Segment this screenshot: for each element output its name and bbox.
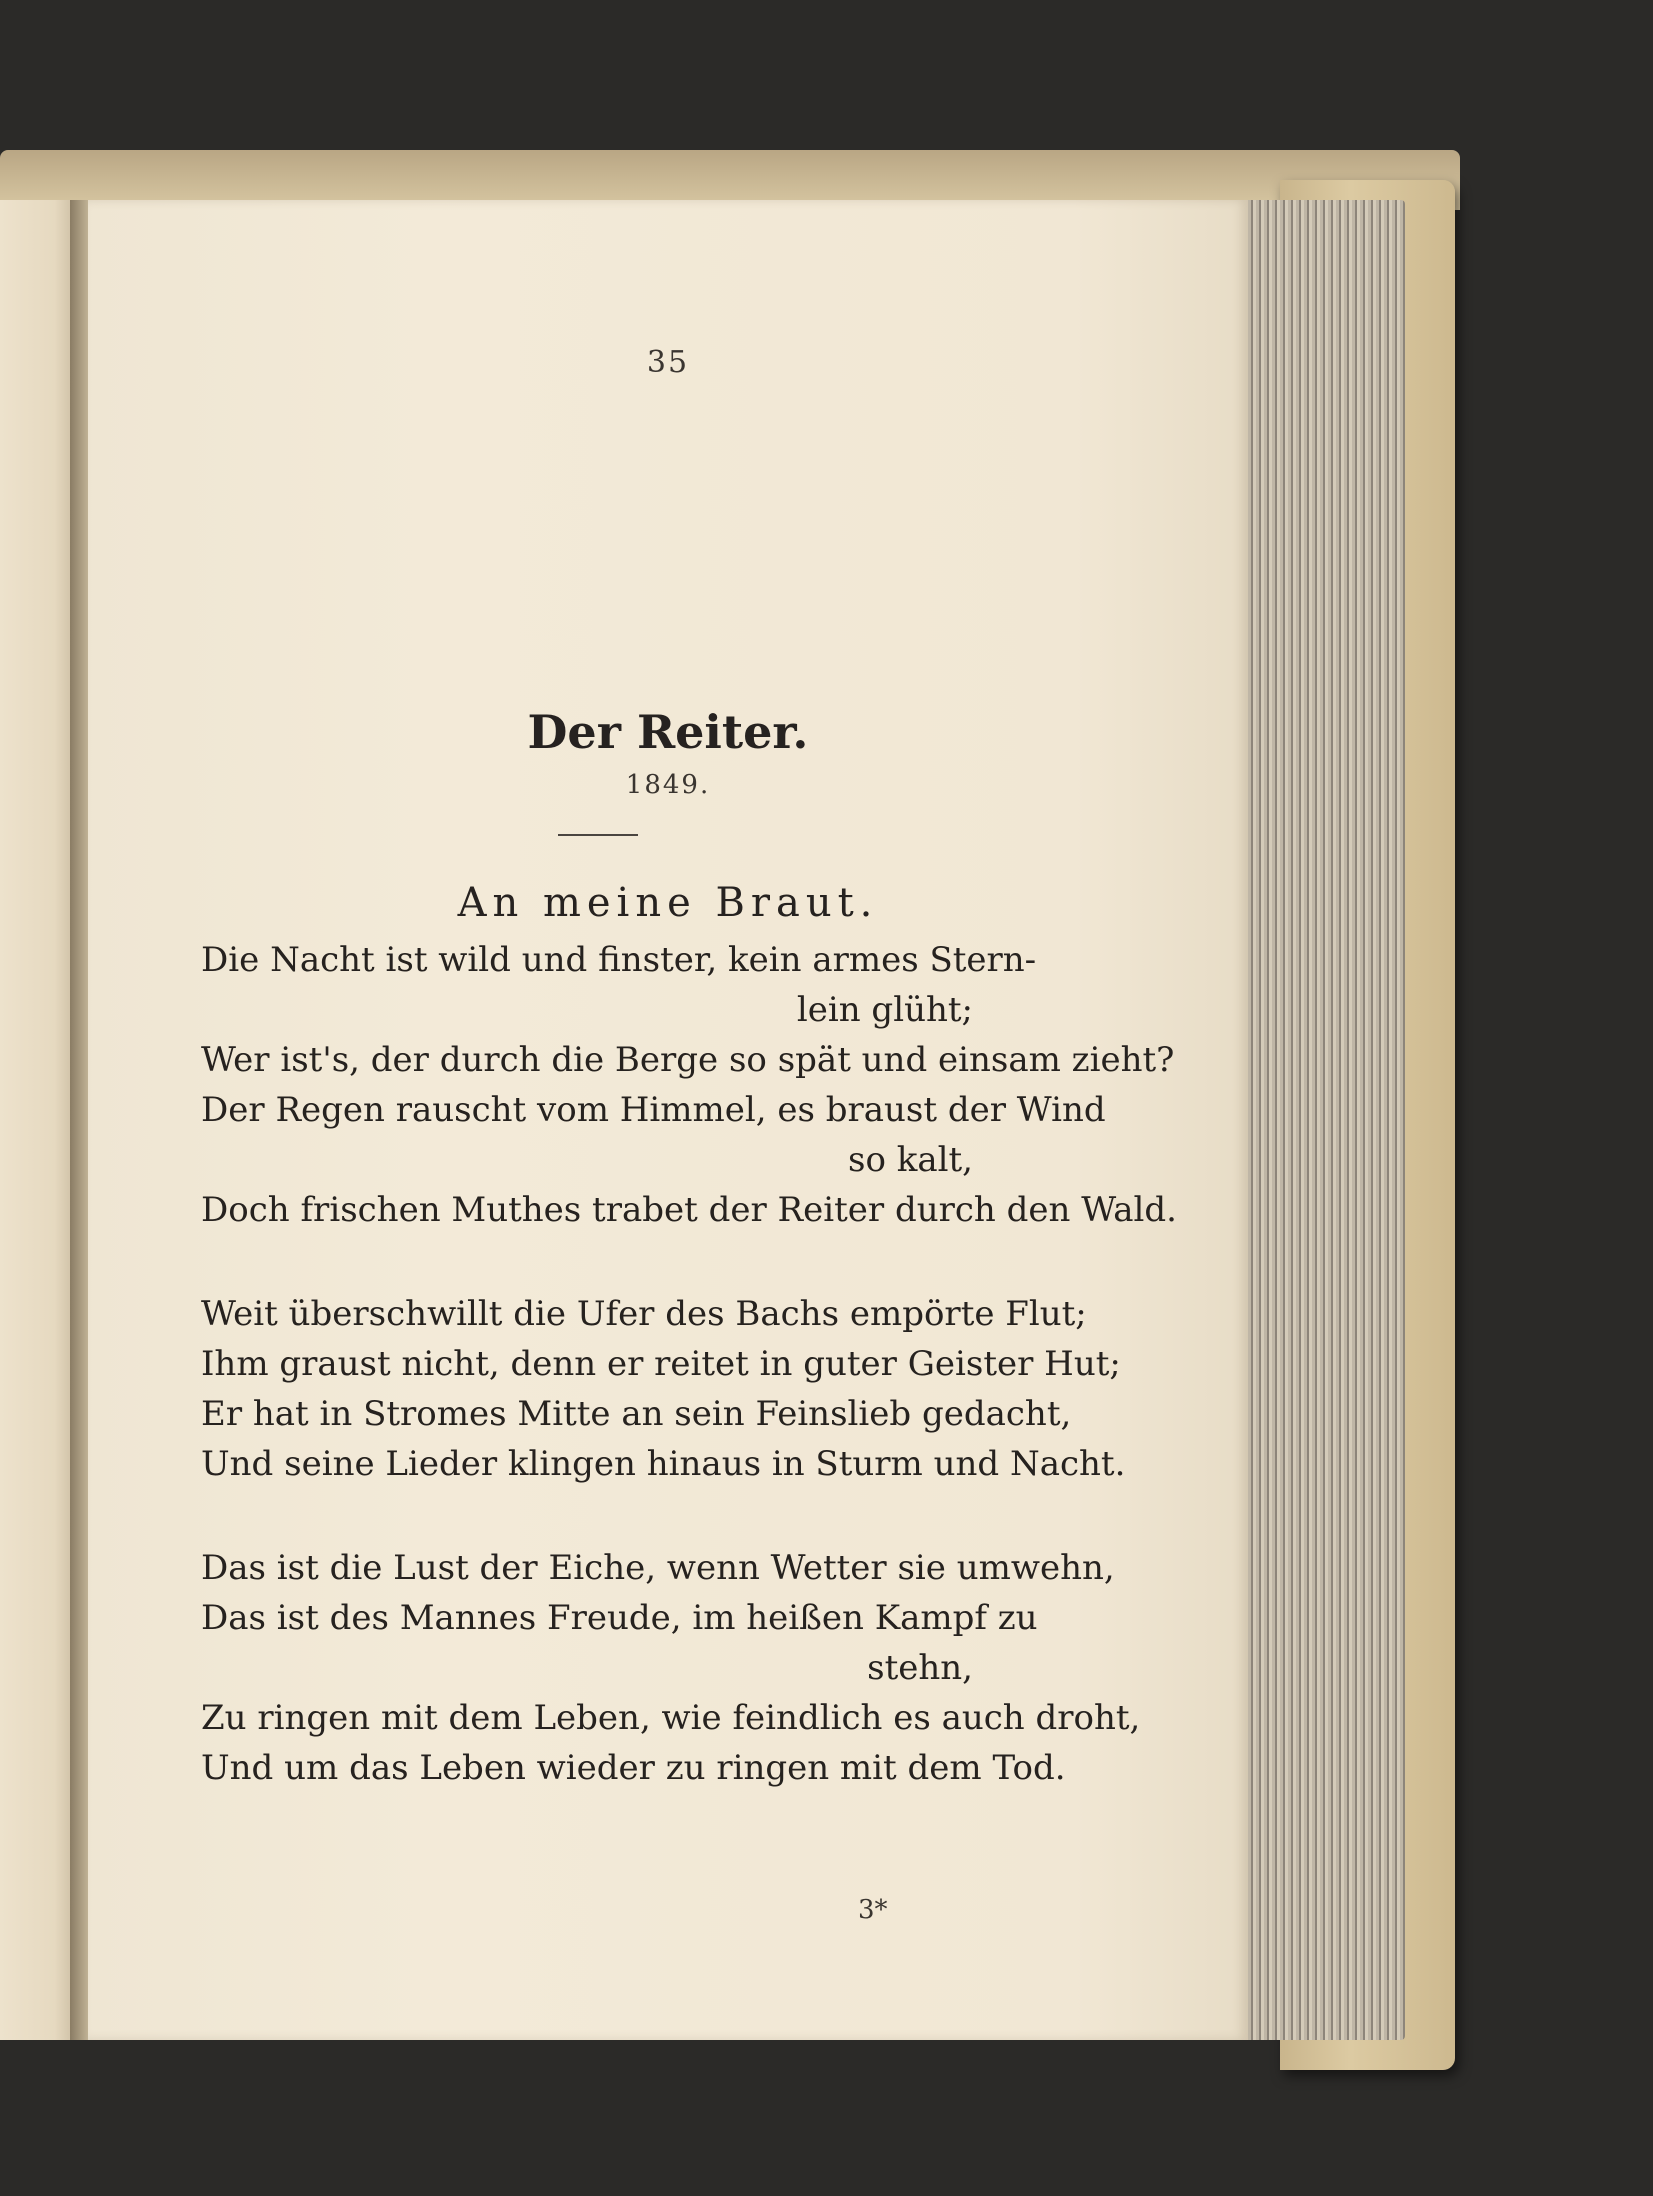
book-page — [88, 200, 1248, 2040]
page-number: 35 — [646, 345, 690, 380]
poem-line: Und seine Lieder klingen hinaus in Sturm und Nacht. — [201, 1444, 1126, 1484]
poem-line: Ihm graust nicht, denn er reitet in guter Geister Hut; — [201, 1344, 1121, 1384]
poem-line: Doch frischen Muthes trabet der Reiter durch den Wald. — [201, 1190, 1177, 1230]
page-stack-edge — [1240, 200, 1405, 2040]
poem-line: Wer ist's, der durch die Berge so spät und einsam zieht? — [201, 1040, 1175, 1080]
poem-title: Der Reiter. — [527, 705, 809, 759]
poem-body — [201, 935, 1177, 1793]
poem-subtitle: An meine Braut. — [457, 880, 879, 926]
poem-line: Weit überschwillt die Ufer des Bachs empörte Flut; — [201, 1294, 1087, 1334]
poem-year: 1849. — [625, 770, 711, 800]
poem-line: Das ist des Mannes Freude, im heißen Kampf zu — [201, 1598, 1038, 1638]
poem-line-continuation: lein glüht; — [796, 990, 973, 1030]
left-page-fragment — [0, 200, 78, 2040]
poem-line: Er hat in Stromes Mitte an sein Feinslieb gedacht, — [201, 1394, 1072, 1434]
signature-mark: 3* — [858, 1895, 888, 1925]
poem-line-continuation: stehn, — [867, 1648, 973, 1688]
poem-line: Das ist die Lust der Eiche, wenn Wetter sie umwehn, — [201, 1548, 1115, 1588]
poem-line: Der Regen rauscht vom Himmel, es braust der Wind — [201, 1090, 1106, 1130]
poem-line: Und um das Leben wieder zu ringen mit dem Tod. — [201, 1748, 1066, 1788]
title-rule — [558, 834, 638, 836]
poem-line: Zu ringen mit dem Leben, wie feindlich es auch droht, — [201, 1698, 1141, 1738]
poem-line: Die Nacht ist wild und finster, kein armes Stern- — [201, 940, 1037, 980]
poem-line-continuation: so kalt, — [848, 1140, 973, 1180]
